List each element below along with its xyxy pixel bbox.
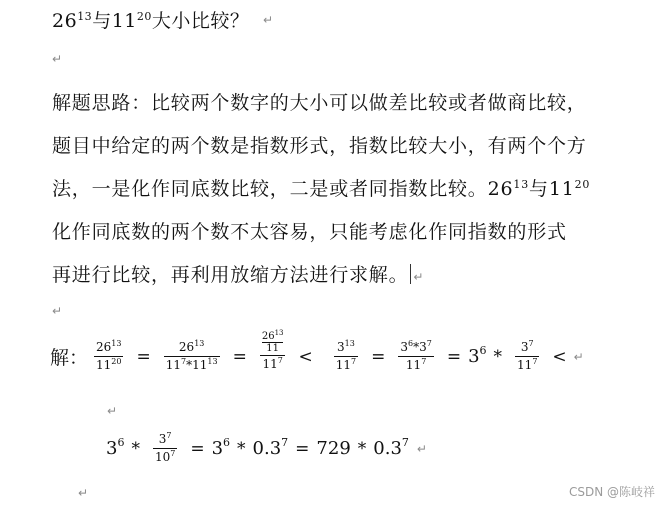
- frac-den-b-exp: 13: [207, 357, 218, 366]
- para-line3-exp-b: 20: [574, 178, 591, 191]
- para-line-1: 解题思路：比较两个数字的大小可以做差比较或者做商比较，: [52, 92, 587, 114]
- equals-sign: =: [190, 438, 205, 459]
- frac-den: 10: [154, 450, 171, 464]
- title-exp-b: 20: [136, 10, 152, 23]
- frac-den-a: 11: [165, 358, 182, 372]
- frac-num: 26: [96, 340, 112, 354]
- text-cursor: [410, 264, 411, 284]
- para-line-5: [52, 254, 627, 299]
- times-sign: *: [357, 438, 367, 459]
- para-line-5-text: 再进行比较，再利用放缩方法进行求解。: [52, 264, 409, 286]
- fraction-nested: [260, 331, 286, 372]
- frac-num-exp: 7: [166, 431, 172, 440]
- power-exp: 7: [401, 436, 409, 449]
- frac-den-exp: 7: [532, 357, 538, 366]
- para-line3-base-a: 26: [487, 178, 514, 200]
- times-sign: *: [186, 358, 193, 372]
- times-sign: *: [413, 340, 420, 354]
- frac-den-exp: 20: [111, 357, 122, 366]
- fraction-3-7-over-10-7: [153, 432, 177, 465]
- para-line3-conj: 与: [529, 178, 549, 200]
- power-exp: 6: [117, 436, 125, 449]
- title-base-a: 26: [52, 10, 78, 32]
- fraction-26-13-over-11-20: [94, 340, 123, 373]
- frac-num-exp: 13: [344, 339, 355, 348]
- frac-num-a: 3: [400, 340, 408, 354]
- power-base: 3: [211, 438, 224, 459]
- para-line-2: 题目中给定的两个数是指数形式，指数比较大小，有两个个方: [52, 135, 587, 157]
- less-than-sign: <: [298, 346, 313, 367]
- solution-label: 解：: [50, 347, 89, 369]
- title-conj: 与: [92, 10, 112, 32]
- title-base-b: 11: [111, 10, 137, 32]
- paragraph-mark-icon: ↵: [107, 404, 118, 418]
- para-line-4: 化作同底数的两个数不太容易，只能考虑化作同指数的形式: [52, 221, 567, 243]
- frac-num: 3: [520, 340, 529, 354]
- frac-num-exp: 7: [528, 339, 534, 348]
- value-729: 729: [316, 438, 351, 459]
- equals-sign: =: [295, 438, 310, 459]
- fraction-3-7-over-11-7: [515, 340, 539, 373]
- less-than-sign: <: [552, 346, 567, 367]
- solution-equation-2: [106, 432, 427, 465]
- solution-equation-1: [50, 329, 584, 373]
- para-line-3: [52, 168, 627, 211]
- para-line-3-text: 法，一是化作同底数比较，二是或者同指数比较。: [52, 178, 488, 200]
- power-term: [373, 438, 409, 459]
- explanation-paragraph: [52, 82, 627, 299]
- frac-num: 26: [178, 340, 195, 354]
- title-exp-a: 13: [77, 10, 93, 23]
- power-exp: 6: [223, 436, 231, 449]
- fraction-bar: [398, 356, 433, 357]
- para-line3-exp-a: 13: [513, 178, 529, 191]
- question-title: [52, 6, 249, 33]
- inner-num-exp: 13: [274, 329, 284, 337]
- paragraph-mark-icon: ↵: [573, 349, 584, 364]
- frac-den-exp: 7: [421, 357, 427, 366]
- power-base: 0.3: [373, 438, 402, 459]
- power-term: [468, 346, 486, 367]
- paragraph-mark-icon: ↵: [413, 270, 425, 284]
- frac-num-a-exp: 6: [408, 339, 414, 348]
- power-term: [212, 438, 230, 459]
- fraction-3-13-over-11-7: [334, 340, 358, 373]
- frac-num: 3: [337, 340, 345, 354]
- equals-sign: =: [232, 346, 247, 367]
- frac-den-exp: 7: [277, 356, 283, 365]
- paragraph-mark-icon: ↵: [52, 304, 63, 318]
- inner-den: 11: [266, 343, 280, 354]
- equals-sign: =: [446, 346, 462, 367]
- frac-den: 11: [96, 358, 112, 372]
- equals-sign: =: [136, 346, 151, 367]
- times-sign: *: [493, 346, 503, 367]
- frac-den-b: 11: [192, 358, 208, 372]
- paragraph-mark-icon: ↵: [78, 486, 89, 500]
- power-base: 3: [468, 346, 480, 367]
- frac-num: 3: [158, 432, 167, 446]
- frac-den-exp: 7: [170, 449, 176, 458]
- watermark: CSDN @陈岐祥: [568, 485, 655, 499]
- frac-den-a-exp: 7: [181, 357, 187, 366]
- frac-den: 11: [335, 358, 352, 372]
- paragraph-mark-icon: ↵: [52, 52, 63, 66]
- paragraph-mark-icon: ↵: [263, 13, 274, 27]
- fraction-split-numerator: [398, 340, 433, 373]
- times-sign: *: [131, 438, 140, 459]
- frac-num-b: 3: [419, 340, 427, 354]
- times-sign: *: [237, 438, 246, 459]
- nested-numerator: [260, 331, 286, 354]
- equals-sign: =: [371, 346, 386, 367]
- frac-num-exp: 13: [111, 339, 122, 348]
- power-term: [106, 438, 124, 459]
- power-exp: 7: [281, 436, 289, 449]
- frac-den: 11: [262, 357, 278, 371]
- frac-den: 11: [405, 358, 422, 372]
- title-question: 大小比较？: [151, 10, 250, 32]
- power-exp: 6: [479, 344, 487, 357]
- fraction-split-denominator: [164, 340, 220, 373]
- power-term: [253, 438, 289, 459]
- frac-den: 11: [517, 358, 533, 372]
- frac-num-exp: 13: [194, 339, 205, 348]
- power-base: 0.3: [252, 438, 282, 459]
- frac-den-exp: 7: [351, 357, 357, 366]
- frac-num-b-exp: 7: [426, 339, 432, 348]
- para-line3-base-b: 11: [548, 178, 575, 200]
- paragraph-mark-icon: ↵: [416, 441, 427, 456]
- power-base: 3: [106, 438, 118, 459]
- inner-num: 26: [261, 331, 275, 342]
